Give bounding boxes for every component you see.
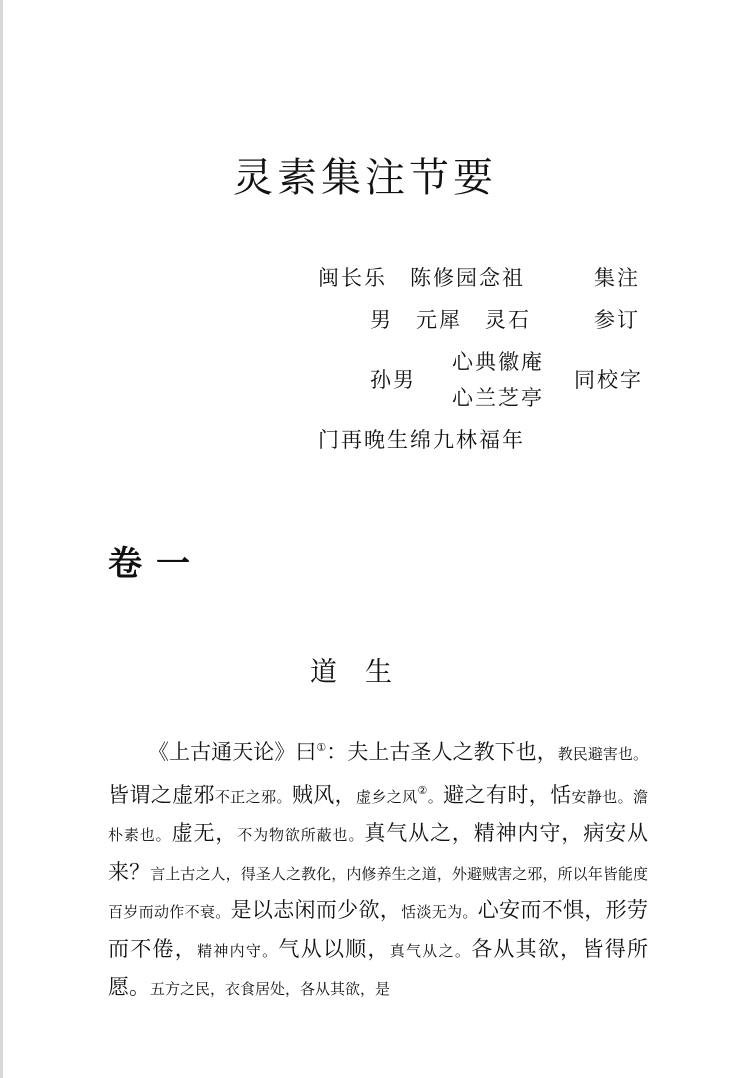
credit-line-3-name-a: 心典徽庵 (452, 350, 544, 374)
volume-heading: 卷一 (108, 544, 204, 584)
annotation: 不为物欲所蔽也。 (237, 826, 365, 844)
text-span: 气从以顺， (278, 936, 390, 961)
footnote-marker: ① (316, 741, 327, 754)
annotation: 真气从之。 (389, 941, 472, 960)
credit-line-3-label: 孙男 (370, 368, 416, 392)
text-span: 真气从之，精神内守，病安从来？ (108, 821, 648, 884)
annotation: 教民避害也。 (557, 745, 648, 763)
credit-line-3-role: 同校字 (574, 368, 643, 392)
text-span: 避之有时，恬 (443, 782, 572, 807)
book-title: 灵素集注节要 (233, 155, 497, 201)
text-span: 心安而不惧，形劳而不倦， (108, 898, 648, 961)
annotation: 。 (427, 787, 444, 806)
annotation: 精神内守。 (197, 941, 279, 960)
credit-line-2-role: 参订 (594, 308, 640, 332)
section-heading: 道生 (310, 657, 420, 688)
annotation: 虚乡之风 (356, 787, 418, 806)
footnote-marker: ② (417, 783, 428, 797)
text-span: 《上古通天论》曰 (148, 740, 317, 764)
annotation: 五方之民，衣食居处，各从其欲，是 (150, 980, 391, 998)
annotation: 恬淡无为。 (401, 903, 478, 921)
annotation: 言上古之人，得圣人之教化，内修养生之道，外避贼害之邪，所以年皆能度百岁而动作不衰。 (108, 864, 648, 921)
text-span: 是以志闲而少欲， (230, 898, 402, 922)
credit-line-2-names: 男 元犀 灵石 (370, 308, 531, 332)
body-text (108, 730, 648, 1008)
credit-line-1-names: 闽长乐 陈修园念祖 (318, 266, 525, 290)
annotation: 不正之邪。 (214, 787, 292, 806)
text-span: ：夫上古圣人之教下也， (326, 740, 558, 764)
annotation: 安静也。澹朴素也。 (108, 787, 648, 844)
text-span: 贼风， (291, 782, 356, 807)
text-span: 虚无， (171, 821, 238, 845)
credit-line-1-role: 集注 (594, 266, 640, 290)
credit-line-4-names: 门再晚生绵九林福年 (318, 428, 525, 452)
text-span: 皆谓之虚邪 (108, 782, 215, 807)
text-span: 各从其欲，皆得所愿。 (108, 936, 648, 999)
credit-line-3-name-b: 心兰芝亭 (452, 386, 544, 410)
